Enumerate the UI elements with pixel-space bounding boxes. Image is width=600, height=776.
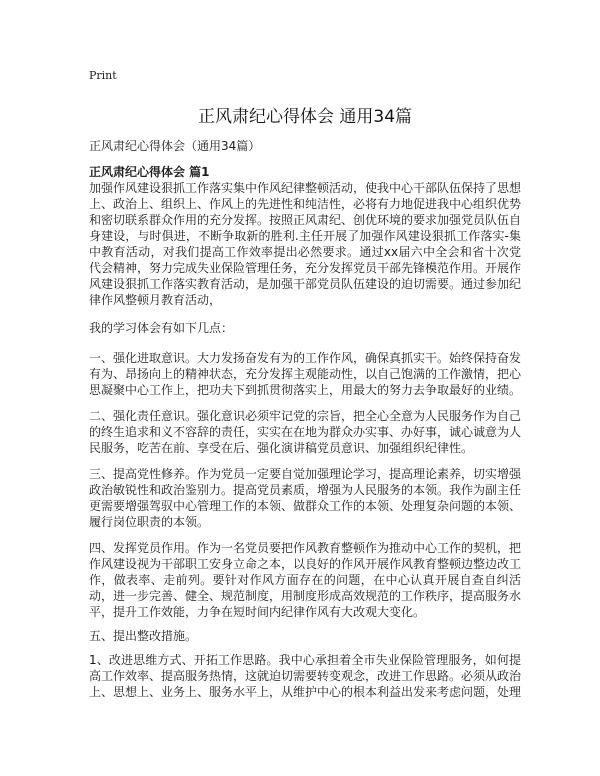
section-heading: 正风肃纪心得体会 篇1 <box>89 165 210 179</box>
paragraph-point-4: 四、发挥党员作用。作为一名党员要把作风教育整顿作为推动中心工作的契机，把作风建设视为干部职工安身立命之本，以良好的作风开展作风教育整顿边整边改工作，做表率、走前列。要针对作风方面存在的问题，在中心认真开展自查自纠活动，进一步完善、健全、规范制度，用制度形成高效规范的工作秩序，提高服务水平，提升工作效能，力争在短时间内纪律作风有大改观大变化。 <box>89 541 522 619</box>
paragraph-lead: 我的学习体会有如下几点： <box>89 321 234 335</box>
paragraph-point-5: 五、提出整改措施。 <box>89 629 198 643</box>
paragraph-intro: 加强作风建设狠抓工作落实集中作风纪律整顿活动，使我中心干部队伍保持了思想上、政治上、组织上、作风上的先进性和纯洁性，必将有力地促进我中心组织优势和密切联系群众作用的充分发挥。按照正风肃纪、创优环境的要求加强党员队伍自身建设，与时俱进，不断争取新的胜利.主任开展了加强作风建设狠抓工作落实-集中教育活动，对我们提高工作效率提出必然要求。通过xx届六中全会和省十次党代会精神，努力完成失业保险管理任务，充分发挥党员干部先锋模范作用。开展作风建设狠抓工作落实教育活动，是加强干部党员队伍建设的迫切需要。通过参加纪律作风整顿月教育活动， <box>89 181 522 307</box>
paragraph-point-2: 二、强化责任意识。强化意识必须牢记党的宗旨，把全心全意为人民服务作为自己的终生追求和义不容辞的责任，实实在在地为群众办实事、办好事，诚心诚意为人民服务，吃苦在前、享受在后、强化演讲稿党员意识、加强组织纪律性。 <box>89 409 522 455</box>
page-title: 正风肃纪心得体会 通用34篇 <box>197 107 413 127</box>
paragraph-point-1: 一、强化进取意识。大力发扬奋发有为的工作作风，确保真抓实干。始终保持奋发有为、昂扬向上的精神状态，充分发挥主观能动性，以自己饱满的工作激情，把心思凝聚中心工作上，把功夫下到抓贯彻落实上，用最大的努力去争取最好的业绩。 <box>89 351 522 397</box>
subtitle: 正风肃纪心得体会（通用34篇） <box>89 139 261 153</box>
print-link[interactable]: Print <box>89 69 117 82</box>
paragraph-point-3: 三、提高党性修养。作为党员一定要自觉加强理论学习，提高理论素养，切实增强政治敏锐性和政治鉴别力。提高党员素质，增强为人民服务的本领。我作为副主任更需要增强驾驭中心管理工作的本领、做群众工作的本领、处理复杂问题的本领、履行岗位职责的本领。 <box>89 467 522 529</box>
paragraph-measure-1: 1、改进思维方式、开拓工作思路。我中心承担着全市失业保险管理服务，如何提高工作效率、提高服务热情，这就迫切需要转变观念，改进工作思路。必须从政治上、思想上、业务上、服务水平上，从维护中心的根本利益出发来考虑问题，处理 <box>89 653 522 699</box>
